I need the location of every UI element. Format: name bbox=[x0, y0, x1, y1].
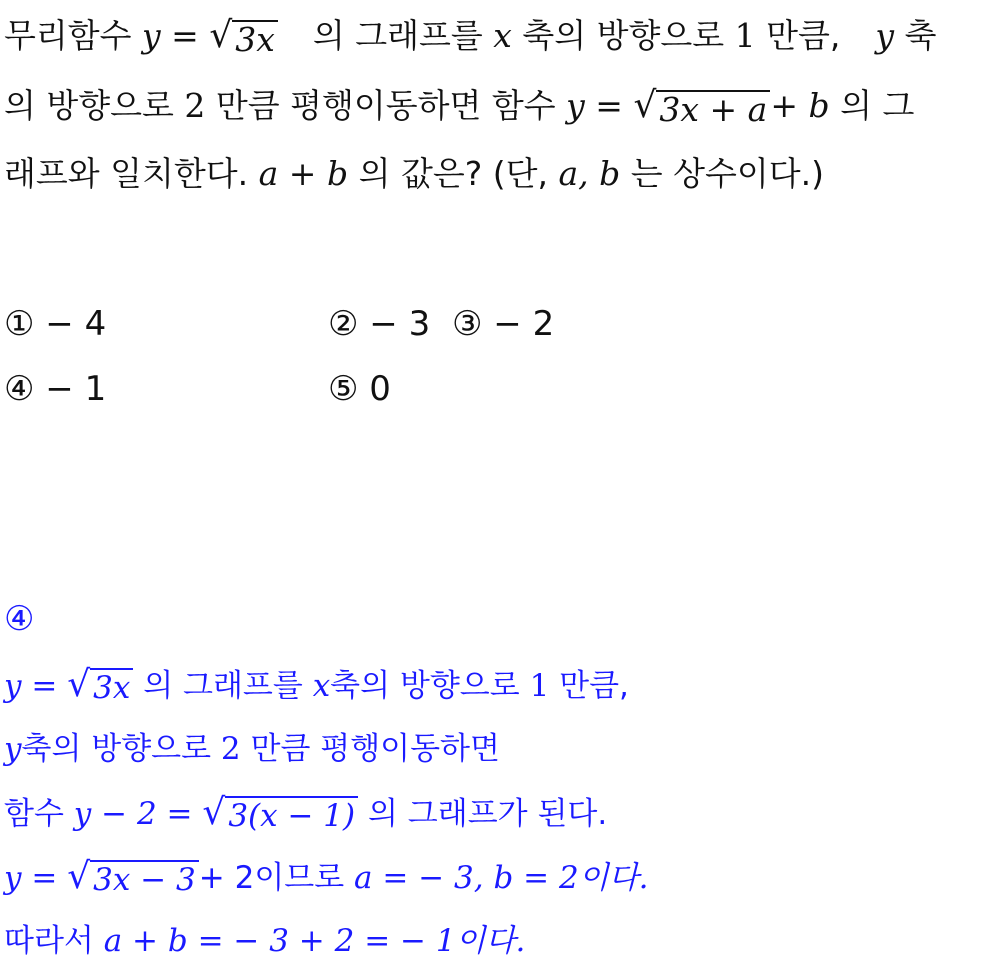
math-expression: y − 2 = bbox=[73, 796, 193, 832]
math-expression: y = bbox=[4, 668, 58, 704]
math-expression: a + b bbox=[258, 154, 349, 193]
math-expression: y = bbox=[142, 16, 199, 55]
problem-line-1 bbox=[4, 14, 936, 58]
math-expression: a = − 3, bbox=[354, 860, 484, 896]
choice-1[interactable]: ① − 4 bbox=[4, 304, 107, 344]
problem-text: 만큼, bbox=[766, 16, 841, 55]
math-expression: + b bbox=[770, 86, 830, 125]
problem-text: 무리함수 bbox=[4, 16, 132, 55]
problem-line-3 bbox=[4, 152, 824, 196]
choice-4[interactable]: ④ − 1 bbox=[4, 369, 107, 409]
math-variable: a, bbox=[558, 154, 589, 193]
solution-answer: ④ bbox=[4, 599, 35, 639]
solution-text: 축의 방향으로 bbox=[330, 668, 520, 704]
math-variable: b bbox=[599, 154, 621, 193]
solution-text: 함수 bbox=[4, 796, 64, 832]
solution-line-4 bbox=[4, 856, 648, 899]
solution-text: + 2이므로 bbox=[198, 860, 345, 896]
math-expression: b = 2이다. bbox=[493, 860, 649, 896]
problem-text: 의 값은? (단, bbox=[358, 154, 548, 193]
choice-2[interactable]: ② − 3 bbox=[328, 304, 431, 344]
problem-text: 는 상수이다.) bbox=[630, 154, 824, 193]
solution-text: 축의 방향으로 bbox=[21, 731, 212, 767]
math-variable: y bbox=[875, 16, 895, 55]
solution-text: 의 그래프를 bbox=[143, 668, 303, 704]
math-number: 2 bbox=[220, 731, 241, 767]
sqrt-expression: √ 3x − 3 bbox=[67, 856, 199, 898]
math-variable: x bbox=[312, 668, 331, 704]
problem-text: 의 그래프를 bbox=[312, 16, 483, 55]
math-variable: y bbox=[4, 731, 22, 767]
math-variable: x bbox=[493, 16, 512, 55]
math-expression: y = bbox=[566, 86, 623, 125]
solution-line-1 bbox=[4, 664, 629, 707]
sqrt-expression: √ 3x bbox=[67, 664, 133, 706]
problem-line-2 bbox=[4, 84, 914, 128]
problem-text: 축의 방향으로 bbox=[522, 16, 725, 55]
problem-text: 의 그 bbox=[840, 86, 915, 125]
solution-line-2 bbox=[4, 728, 500, 770]
solution-text: 만큼 평행이동하면 bbox=[250, 731, 500, 767]
sqrt-expression: √ 3x + a bbox=[633, 84, 770, 128]
problem-text: 의 방향으로 bbox=[4, 86, 174, 125]
choice-3[interactable]: ③ − 2 bbox=[452, 304, 555, 344]
problem-text: 만큼 평행이동하면 함수 bbox=[215, 86, 556, 125]
problem-text: 래프와 일치한다. bbox=[4, 154, 249, 193]
math-number: 2 bbox=[184, 86, 206, 125]
solution-text: 만큼, bbox=[559, 668, 629, 704]
math-expression: a + b = − 3 + 2 = − 1이다. bbox=[103, 923, 526, 959]
solution-text: 의 그래프가 된다. bbox=[368, 796, 608, 832]
sqrt-expression: √ 3(x − 1) bbox=[202, 792, 358, 834]
solution-line-5 bbox=[4, 920, 525, 962]
choice-5[interactable]: ⑤ 0 bbox=[328, 369, 391, 409]
problem-text: 축 bbox=[904, 16, 937, 55]
solution-text: 따라서 bbox=[4, 923, 94, 959]
math-expression: y = bbox=[4, 860, 58, 896]
solution-line-3 bbox=[4, 792, 607, 835]
sqrt-expression: √ 3x bbox=[209, 14, 278, 58]
math-number: 1 bbox=[734, 16, 756, 55]
math-number: 1 bbox=[529, 668, 550, 704]
